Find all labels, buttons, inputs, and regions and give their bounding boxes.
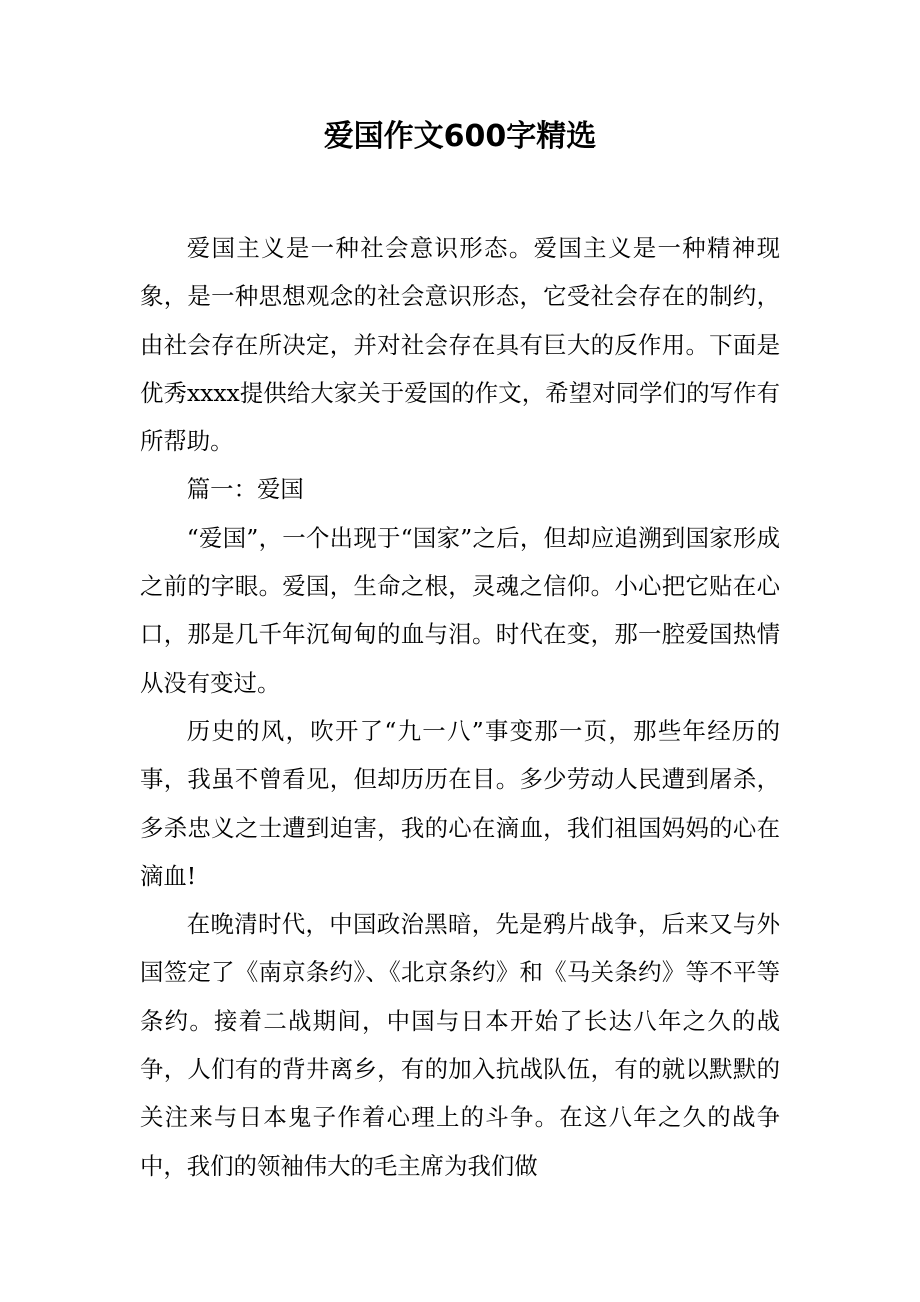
section-heading: 篇一：爱国 [186, 475, 304, 504]
paragraph-3: 在晚清时代，中国政治黑暗，先是鸦片战争，后来又与外国签定了《南京条约》、《北京条约》和《马关条约》等不平等条约。接着二战期间，中国与日本开始了长达八年之久的战争，人们有的背井离乡，有的加入抗战队伍，有的就以默默的关注来与日本鬼子作着心理上的斗争。在这八年之久的战争中，我们的领袖伟大的毛主席为我们做 [140, 910, 780, 1180]
paragraph-2: 历史的风，吹开了“九一八”事变那一页，那些年经历的事，我虽不曾看见，但却历历在目。多少劳动人民遭到屠杀，多杀忠义之士遭到迫害，我的心在滴血，我们祖国妈妈的心在滴血! [140, 716, 780, 890]
document-body [140, 224, 780, 1190]
paragraph-1: “爱国”，一个出现于“国家”之后，但却应追溯到国家形成之前的字眼。爱国，生命之根，灵魂之信仰。小心把它贴在心口，那是几千年沉甸甸的血与泪。时代在变，那一腔爱国热情从没有变过。 [140, 523, 780, 697]
paragraph-intro: 爱国主义是一种社会意识形态。爱国主义是一种精神现象，是一种思想观念的社会意识形态，它受社会存在的制约，由社会存在所决定，并对社会存在具有巨大的反作用。下面是优秀xxxx提供给大家关于爱国的作文，希望对同学们的写作有所帮助。 [140, 234, 780, 456]
document-title: 爱国作文600字精选 [323, 119, 597, 154]
